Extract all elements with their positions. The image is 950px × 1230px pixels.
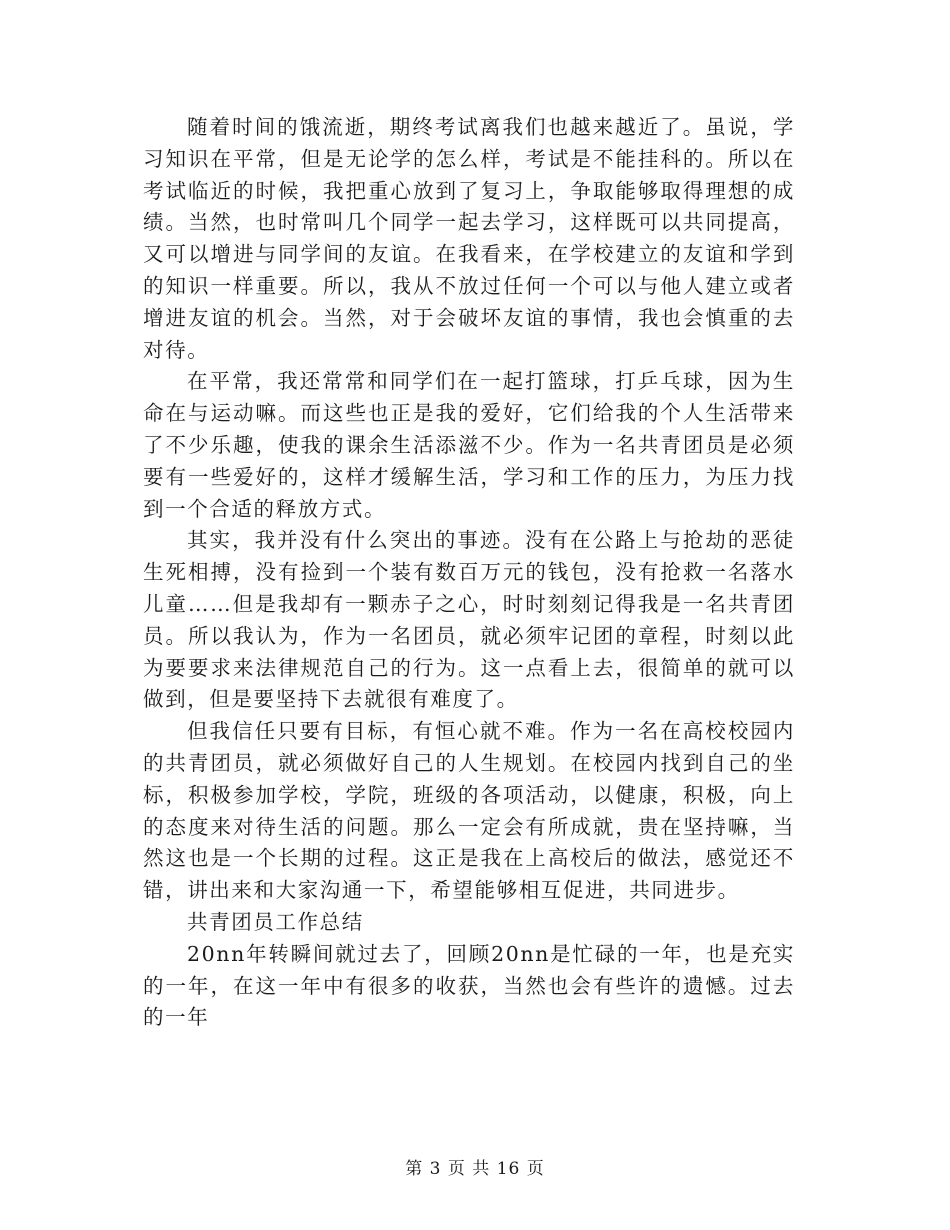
paragraph-1: 随着时间的饿流逝，期终考试离我们也越来越近了。虽说，学习知识在平常，但是无论学的怎么样，考试是不能挂科的。所以在考试临近的时候，我把重心放到了复习上，争取能够取得理想的成绩。当然，也时常叫几个同学一起去学习，这样既可以共同提高，又可以增进与同学间的友谊。在我看来，在学校建立的友谊和学到的知识一样重要。所以，我从不放过任何一个可以与他人建立或者增进友谊的机会。当然，对于会破坏友谊的事情，我也会慎重的去对待。 bbox=[143, 115, 795, 362]
section-title: 共青团员工作总结 bbox=[187, 909, 364, 934]
document-body bbox=[143, 112, 795, 1034]
paragraph-3: 其实，我并没有什么突出的事迹。没有在公路上与抢劫的恶徒生死相搏，没有捡到一个装有数百万元的钱包，没有抢救一名落水儿童……但是我却有一颗赤子之心，时时刻刻记得我是一名共青团员。所以我认为，作为一名团员，就必须牢记团的章程，时刻以此为要要求来法律规范自己的行为。这一点看上去，很简单的就可以做到，但是要坚持下去就很有难度了。 bbox=[143, 528, 795, 712]
page-number-footer: 第 3 页 共 16 页 bbox=[405, 1159, 545, 1179]
paragraph-4: 但我信任只要有目标，有恒心就不难。作为一名在高校校园内的共青团员，就必须做好自己的人生规划。在校园内找到自己的坐标，积极参加学校，学院，班级的各项活动，以健康，积极，向上的态度来对待生活的问题。那么一定会有所成就，贵在坚持嘛，当然这也是一个长期的过程。这正是我在上高校后的做法，感觉还不错，讲出来和大家沟通一下，希望能够相互促进，共同进步。 bbox=[143, 719, 795, 903]
paragraph-5: 20nn年转瞬间就过去了，回顾20nn是忙碌的一年，也是充实的一年，在这一年中有很多的收获，当然也会有些许的遗憾。过去的一年 bbox=[143, 941, 795, 1030]
paragraph-2: 在平常，我还常常和同学们在一起打篮球，打乒乓球，因为生命在与运动嘛。而这些也正是我的爱好，它们给我的个人生活带来了不少乐趣，使我的课余生活添滋不少。作为一名共青团员是必须要有一些爱好的，这样才缓解生活，学习和工作的压力，为压力找到一个合适的释放方式。 bbox=[143, 369, 795, 521]
